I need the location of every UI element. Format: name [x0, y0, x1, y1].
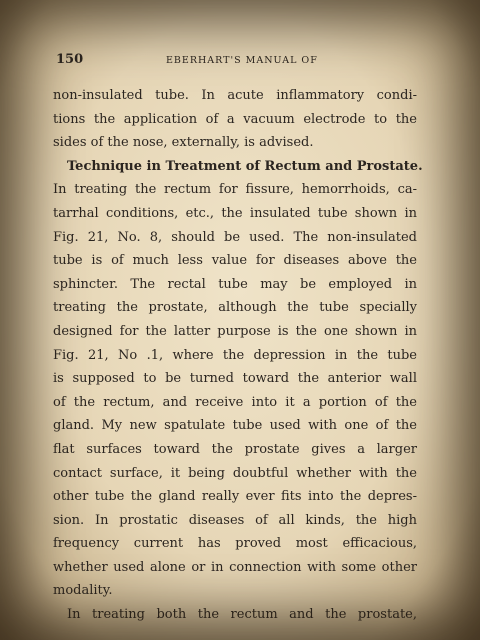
text-line: flat surfaces toward the prostate gives a larger	[53, 441, 417, 457]
text-line: treating the prostate, although the tube specially	[53, 300, 417, 316]
text-line: sides of the nose, externally, is advised.	[53, 135, 314, 151]
text-line: In treating the rectum for fissure, hemorrhoids, ca-	[53, 182, 417, 198]
body-text	[53, 84, 423, 627]
text-line: tions the application of a vacuum electrode to the	[53, 111, 417, 127]
text-line: frequency current has proved most efficacious,	[53, 536, 417, 552]
text-line: other tube the gland really ever fits into the depres-	[53, 489, 417, 505]
text-line: Fig. 21, No .1, where the depression in the tube	[53, 347, 417, 363]
text-line: tarrhal conditions, etc., the insulated tube shown in	[53, 205, 417, 221]
text-line: contact surface, it being doubtful whether with the	[53, 465, 417, 481]
text-line: In treating both the rectum and the prostate,	[67, 607, 417, 623]
text-line: tube is of much less value for diseases above the	[53, 253, 417, 269]
text-line: is supposed to be turned toward the anterior wall	[53, 371, 417, 387]
text-line: modality.	[53, 583, 113, 599]
text-line: sion. In prostatic diseases of all kinds, the high	[53, 512, 417, 528]
section-heading: Technique in Treatment of Rectum and Prostate.	[67, 158, 423, 174]
running-head: EBERHART'S MANUAL OF	[166, 55, 318, 66]
text-line: non-insulated tube. In acute inflammatory condi-	[53, 88, 417, 103]
page-number: 150	[56, 52, 84, 67]
text-line: designed for the latter purpose is the one shown in	[53, 323, 417, 339]
text-line: Fig. 21, No. 8, should be used. The non-insulated	[53, 229, 417, 245]
text-line: sphincter. The rectal tube may be employed in	[53, 276, 417, 292]
text-line: whether used alone or in connection with some other	[53, 559, 417, 575]
text-line: gland. My new spatulate tube used with one of the	[53, 418, 417, 434]
page-header	[56, 52, 428, 72]
text-line: of the rectum, and receive into it a portion of the	[53, 394, 417, 410]
